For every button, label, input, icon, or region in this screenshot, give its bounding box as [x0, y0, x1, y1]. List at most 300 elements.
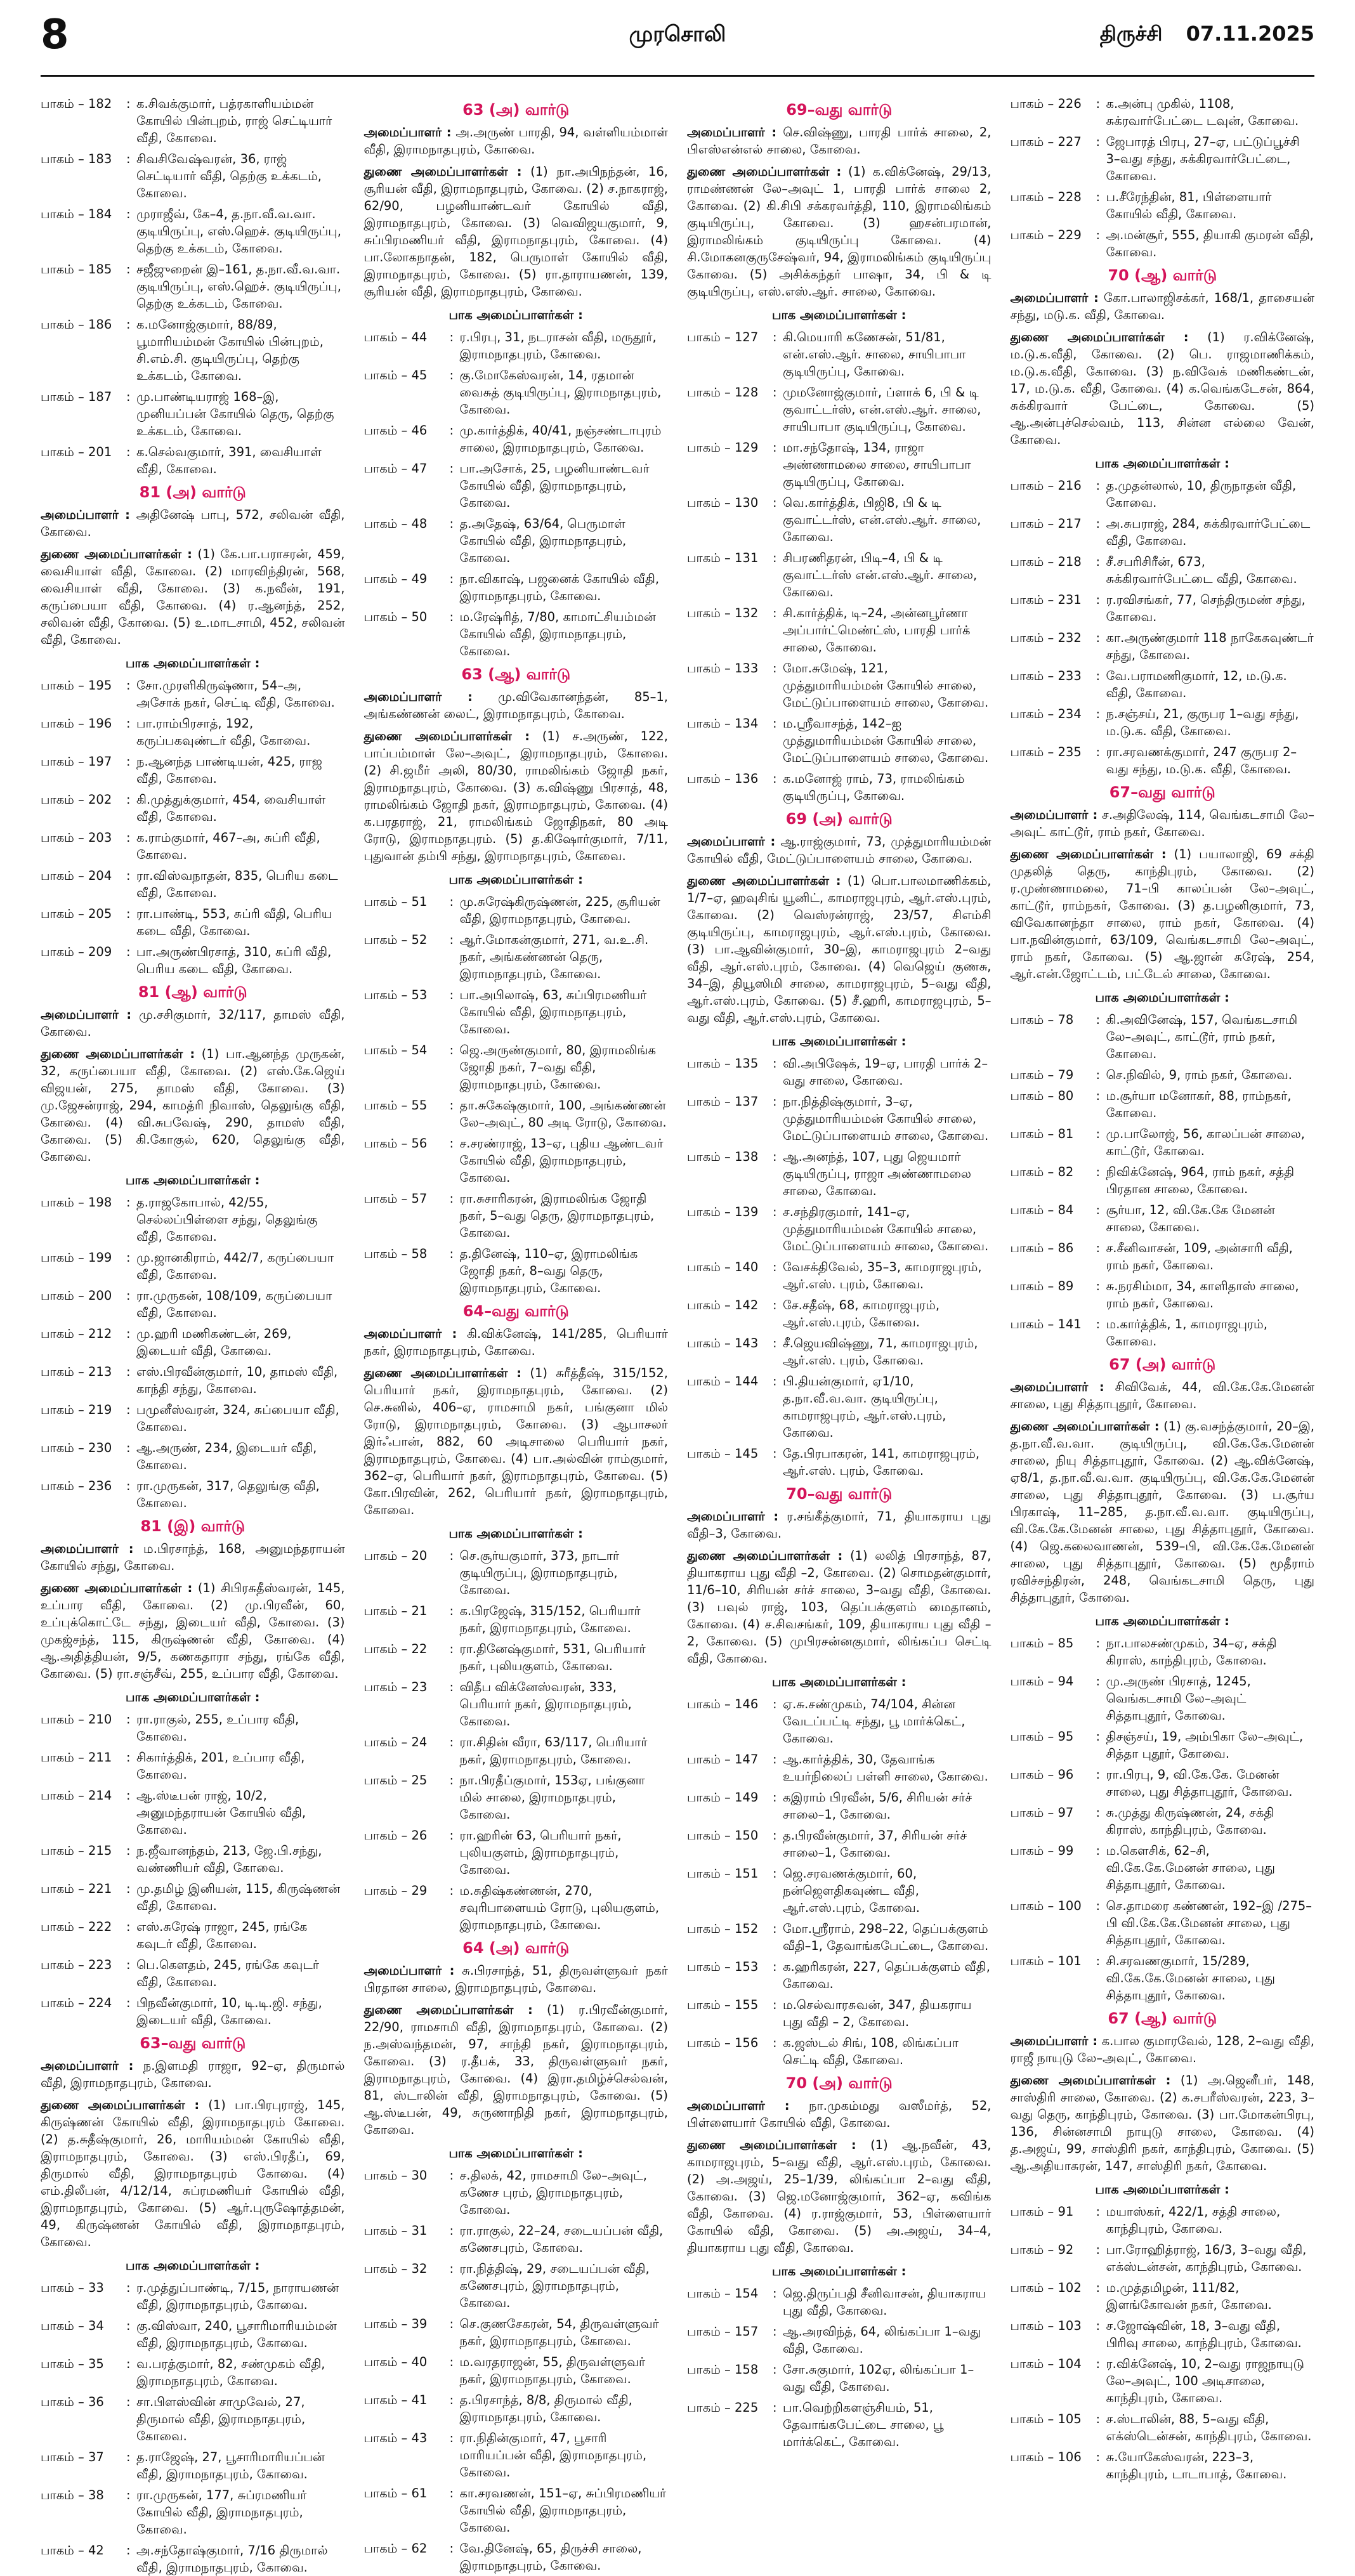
- booth-entry: [687, 1259, 992, 1293]
- booth-number: பாகம் – 53: [363, 988, 428, 1002]
- booth-organizers-heading: பாக அமைப்பாளர்கள் :: [1095, 2182, 1229, 2197]
- role-details: (1) க.விக்னேஷ், 29/13, ராமண்ணன் லே–அவுட் 1, பாரதி பார்க் சாலை 2, கோவை. (2) கி.சிபி சக்கரவர்த்தி, 110, இராமலிங்கம் குடியிருப்பு, கோவை. (3) ஹசன்பரமான், இராமலிங்கம் குடியிருப்பு கோவை. (4) சி.மோகனகுருசேஷ்வர், 94, இராமலிங்கம் குடியிருப்பு கோவை. (5) அசிக்கந்தர் பாஷா, 34, பி & டி குடியிருப்பு, எஸ்.எஸ்.ஆர். சாலை, கோவை.: [687, 164, 992, 299]
- booth-organizers-heading: பாக அமைப்பாளர்கள் :: [448, 2146, 583, 2161]
- booth-details: மோ.ஸ்ரீராம், 298–22, தெப்பக்குளம் வீதி–1, தேவாங்கபேட்டை, கோவை.: [783, 1921, 989, 1953]
- booth-details: ரா.சுசாரிகரன், இராமலிங்க ஜோதி நகர், 5–வது தெரு, இராமநாதபுரம், கோவை.: [459, 1191, 655, 1240]
- booth-entry: [1011, 1842, 1315, 1893]
- booth-entry: [364, 986, 669, 1038]
- booth-number: பாகம் – 140: [687, 1260, 759, 1274]
- separator: :: [126, 1750, 131, 1765]
- booth-number: பாகம் – 233: [1010, 669, 1082, 683]
- booth-entry: [1011, 515, 1315, 549]
- booth-number: பாகம் – 40: [363, 2355, 428, 2369]
- booth-details: ர.ரவிசங்கர், 77, செந்திருமண் சந்து, கோவை.: [1106, 592, 1306, 624]
- booth-number: பாகம் – 216: [1010, 478, 1082, 493]
- booth-number: பாகம் – 182: [41, 96, 112, 111]
- booth-number: பாகம் – 94: [1010, 1674, 1074, 1689]
- booth-number: பாகம் – 218: [1010, 554, 1082, 569]
- booth-number: பாகம் – 154: [687, 2286, 759, 2301]
- booth-details: ஆர்.மோகன்குமார், 271, வ.உ.சி. நகர், அங்கண்ணன் தெரு, இராமநாதபுரம், கோவை.: [459, 932, 649, 981]
- booth-details: கா.அருண்குமார் 118 நாகேசுவுண்டர் சந்து, கோவை.: [1106, 631, 1314, 662]
- separator: :: [449, 2486, 454, 2501]
- booth-number: பாகம் – 227: [1010, 134, 1082, 149]
- edition-info: [1083, 22, 1314, 48]
- booth-details: த.பிரவீன்குமார், 37, சிரியன் சர்ச் சாலை–1, கோவை.: [783, 1828, 967, 1860]
- booth-entry: [364, 2222, 669, 2256]
- booth-entry: [364, 515, 669, 566]
- booth-number: பாகம் – 197: [41, 754, 112, 769]
- booth-number: பாகம் – 84: [1010, 1203, 1074, 1217]
- deputy-organizers-entry: [687, 2136, 992, 2256]
- booth-organizers-heading: பாக அமைப்பாளர்கள் :: [1095, 990, 1229, 1005]
- booth-number: பாகம் – 46: [363, 423, 428, 438]
- booth-details: க.சிவக்குமார், பத்ரகாளியம்மன் கோயில் பின்புறம், ராஜ் செட்டியார் வீதி, கோவை.: [136, 96, 332, 145]
- organizer-entry: [41, 1006, 345, 1040]
- organizer-entry: [1011, 806, 1315, 840]
- separator: :: [449, 1246, 454, 1261]
- separator: :: [1096, 1805, 1101, 1820]
- booth-entry: [1011, 226, 1315, 261]
- ward-heading: 64 (அ) வார்டு: [462, 1939, 570, 1957]
- booth-number: பாகம் – 89: [1010, 1279, 1074, 1293]
- deputy-organizers-entry: [41, 1045, 345, 1165]
- separator: :: [1096, 707, 1101, 721]
- separator: :: [126, 2280, 131, 2295]
- booth-details: ம.முத்தமிழன், 111/82, இளங்கோவன் நகர், கோவை.: [1106, 2280, 1272, 2312]
- booth-number: பாகம் – 133: [687, 661, 759, 676]
- booth-organizers-heading: பாக அமைப்பாளர்கள் :: [126, 656, 260, 670]
- role-details: சு.பிரசாந்த், 51, திருவள்ளுவர் நகர் பிரதான சாலை, இராமநாதபுரம், கோவை.: [363, 1963, 668, 1995]
- role-label: அமைப்பாளர் :: [687, 125, 777, 140]
- separator: :: [773, 1752, 777, 1767]
- booth-organizers-heading: பாக அமைப்பாளர்கள் :: [772, 1675, 907, 1689]
- role-details: (1) சிபிரசுதீஸ்வரன், 145, உப்பார வீதி, கோவை. (2) மு.பிரவீன், 60, உப்புக்கொட்டே சந்து, இடையர் வீதி, கோவை. (3) முகஜ்சந்த், 115, கிருஷ்ணன் வீதி, கோவை. (4) ஆ.அதித்தியன், 9/5, கணகதாரா சந்து, ரங்கே வீதி, கோவை. (5) ரா.சஞ்சீவ், 255, உப்பார வீதி, கோவை.: [41, 1581, 345, 1681]
- booth-entry: [41, 1477, 345, 1512]
- booth-number: பாகம் – 199: [41, 1250, 112, 1265]
- booth-entry: [1011, 1673, 1315, 1724]
- role-details: (1) பா.ஆனந்த முருகன், 32, கருப்பையா வீதி, கோவை. (2) எஸ்.கே.ஜெய் விஜயன், 275, தாமஸ் வீதி, கோவை. (3) மு.ஜேசன்ராஜ், 294, காமத்ரி நிவாஸ், தெலுங்கு வீதி, கோவை. (4) வி.சுபவேஷ், 290, தாமஸ் வீதி, கோவை. (5) கி.கோகுல், 620, தெலுங்கு வீதி, கோவை.: [41, 1047, 345, 1164]
- role-label: அமைப்பாளர் :: [41, 1541, 134, 1556]
- booth-number: பாகம் – 211: [41, 1750, 112, 1765]
- booth-number: பாகம் – 54: [363, 1043, 428, 1057]
- booth-entry: [1011, 2317, 1315, 2351]
- separator: :: [449, 516, 454, 531]
- booth-entry: [1011, 1635, 1315, 1669]
- booth-details: முராஜீவ், கே–4, த.நா.வீ.வ.வா. குடியிருப்பு, எஸ்.ஹெச். குடியிருப்பு, தெற்கு உக்கடம், கோவை.: [136, 207, 341, 256]
- separator: :: [126, 1195, 131, 1210]
- booth-entry: [41, 2542, 345, 2576]
- role-details: (1) பயாலாஜி, 69 சக்தி முதலித் தெரு, காந்திபுரம், கோவை. (2) ர.முண்ணாமலை, 71–பி காலப்பன் லே–அவுட், காட்டூர், ராம்நகர், கோவை. (3) த.பழனிகுமார், 73, விவேகானந்தா சாலை, ராம் நகர், கோவை. (4) பா.நவின்குமார், 63/109, வெங்கடசாமி லே–அவுட், ராம் நகர், கோவை. (5) ஆ.ஜான் சுரேஷ், 254, ஆர்.என்.ஜோட்டம், பட்டேல் சாலை, கோவை.: [1010, 847, 1315, 981]
- booth-number: பாகம் – 41: [363, 2393, 428, 2407]
- role-details: அதினேஷ் பாபு, 572, சலிவன் வீதி, கோவை.: [41, 507, 345, 539]
- role-details: அ.அருண் பாரதி, 94, வள்ளியம்மாள் வீதி, இராமநாதபுரம், கோவை.: [363, 125, 668, 157]
- booth-number: பாகம் – 57: [363, 1191, 428, 1206]
- booth-number: பாகம் – 30: [363, 2168, 428, 2183]
- booth-organizers-heading: பாக அமைப்பாளர்கள் :: [448, 1526, 583, 1541]
- booth-number: பாகம் – 43: [363, 2431, 428, 2445]
- booth-entry: [687, 1297, 992, 1331]
- booth-number: பாகம் – 141: [1010, 1317, 1082, 1331]
- booth-number: பாகம் – 99: [1010, 1843, 1074, 1858]
- role-label: துணை அமைப்பாளர்கள் :: [1010, 2073, 1171, 2088]
- booth-details: சி.சரவணகுமார், 15/289, வி.கே.கே.மேனன் சாலை, புது சித்தாபுதூர், கோவை.: [1106, 1954, 1275, 2003]
- booth-organizers-heading: பாக அமைப்பாளர்கள் :: [1095, 1614, 1229, 1628]
- role-label: அமைப்பாளர் :: [687, 834, 776, 849]
- booth-details: மு.கார்த்திக், 40/41, நஞ்சண்டாபுரம் சாலை, இராமநாதபுரம், கோவை.: [459, 423, 662, 455]
- booth-entry: [687, 1203, 992, 1255]
- booth-details: சிவசிவேஷ்வரன், 36, ராஜ் செட்டியார் வீதி, தெற்கு உக்கடம், கோவை.: [136, 152, 322, 200]
- booth-organizers-heading: பாக அமைப்பாளர்கள் :: [772, 1034, 907, 1049]
- role-label: அமைப்பாளர் :: [1010, 1380, 1104, 1394]
- booth-details: ஜெ.சரவணக்குமார், 60, நன்ஜௌதிகவுண்ட வீதி, ஆர்.எஸ்.புரம், கோவை.: [783, 1866, 920, 1915]
- booth-entry: [1011, 2203, 1315, 2237]
- separator: :: [449, 1773, 454, 1788]
- booth-details: ம.கௌசிக், 62–சி, வி.கே.கே.மேனன் சாலை, புது சித்தாபுதூர், கோவை.: [1106, 1843, 1275, 1892]
- separator: :: [1096, 2412, 1101, 2426]
- booth-entry: [687, 2361, 992, 2395]
- booth-details: கா.சரவணன், 151–ஏ, சுப்பிரமணியர் கோயில் வீதி, இராமநாதபுரம், கோவை.: [459, 2486, 667, 2535]
- separator: :: [1096, 1012, 1101, 1027]
- booth-details: வ.பரத்குமார், 82, சண்முகம் வீதி, இராமநாதபுரம், கோவை.: [136, 2357, 325, 2388]
- booth-entry: [1011, 1201, 1315, 1236]
- role-label: துணை அமைப்பாளர்கள் :: [1010, 1419, 1160, 1434]
- booth-entry: [1011, 591, 1315, 625]
- booth-entry: [687, 1751, 992, 1785]
- booth-details: எஸ்.சுரேஷ் ராஜா, 245, ரங்கே கவுடர் வீதி, கோவை.: [136, 1919, 308, 1951]
- booth-number: பாகம் – 215: [41, 1843, 112, 1858]
- booth-number: பாகம் – 158: [687, 2362, 759, 2377]
- booth-entry: [41, 1194, 345, 1245]
- booth-number: பாகம் – 56: [363, 1136, 428, 1151]
- booth-details: ரா.ஹரின் 63, பெரியார் நகர், புலியகுளம், இராமநாதபுரம், கோவை.: [459, 1828, 622, 1877]
- booth-entry: [687, 1696, 992, 1747]
- separator: :: [773, 2286, 777, 2301]
- deputy-organizers-entry: [364, 2001, 669, 2138]
- booth-number: பாகம் – 235: [1010, 745, 1082, 759]
- booth-number: பாகம் – 26: [363, 1828, 428, 1843]
- role-label: துணை அமைப்பாளர்கள் :: [687, 873, 841, 888]
- booth-number: பாகம் – 36: [41, 2395, 104, 2409]
- booth-entry: [1011, 743, 1315, 778]
- booth-details: சஜீஜுறைன் இ–161, த.நா.வீ.வ.வா. குடியிருப்பு, எஸ்.ஹெச். குடியிருப்பு, தெற்கு உக்கடம், கோவை.: [136, 262, 341, 311]
- booth-entry: [41, 677, 345, 711]
- booth-details: ம.ஸ்ரீவாசந்த், 142–ஐ முத்துமாரியம்மன் கோயில் சாலை, மேட்டுப்பாளையம் சாலை, கோவை.: [783, 716, 989, 765]
- booth-entry: [41, 1994, 345, 2029]
- booth-entry: [41, 95, 345, 147]
- booth-details: திசஞ்சய், 19, அம்பிகா லே–அவுட், சித்தா புதூர், கோவை.: [1106, 1729, 1304, 1761]
- booth-number: பாகம் – 85: [1010, 1636, 1074, 1651]
- booth-details: சோ.முரளிகிருஷ்ணா, 54–அ, அசோக் நகர், செட்டி வீதி, கோவை.: [136, 678, 335, 710]
- role-label: அமைப்பாளர் :: [687, 1509, 779, 1524]
- booth-details: ஆ.அனந்த், 107, புது ஜெயமார் குடியிருப்பு, ராஜா அண்ணாமலை சாலை, கோவை.: [783, 1149, 971, 1198]
- booth-number: பாகம் – 44: [363, 330, 428, 344]
- booth-number: பாகம் – 186: [41, 317, 112, 332]
- separator: :: [126, 445, 131, 459]
- role-details: (1) ச.அருண், 122, பாப்பம்மாள் லே–அவுட், இராமநாதபுரம், கோவை. (2) சி.ஜமீர் அலி, 80/30, ராமலிங்கம் ஜோதி நகர், இராமநாதபுரம், கோவை. (3) க.விஷ்ணு பிரசாத், 48, ராமலிங்கம் ஜோதி நகர், இராமநாதபுரம், கோவை. (4) க.பரதராஜ், 21, ராமலிங்கம் ஜோதிநகர், 80 அடி ரோடு, இராமநாதபுரம். (5) த.கிஷோர்குமார், 7/11, புதுவான் தம்பி சந்து, இராமநாதபுரம், கோவை.: [363, 729, 668, 863]
- booth-details: நா.விகாஷ், பஜனைக் கோயில் வீதி, இராமநாதபுரம், கோவை.: [459, 572, 660, 603]
- separator: :: [1096, 1068, 1101, 1082]
- booth-entry: [364, 1640, 669, 1675]
- separator: :: [126, 754, 131, 769]
- booth-number: பாகம் – 101: [1010, 1954, 1082, 1968]
- booth-entry: [687, 1865, 992, 1916]
- booth-number: பாகம் – 50: [363, 610, 428, 624]
- deputy-organizers-entry: [364, 1364, 669, 1519]
- separator: :: [1096, 2450, 1101, 2464]
- booth-details: ரா.விஸ்வநாதன், 835, பெரிய கடை வீதி, கோவை.: [136, 868, 338, 900]
- separator: :: [1096, 478, 1101, 493]
- ward-heading: 69–வது வார்டு: [786, 101, 893, 119]
- booth-details: பெ.கௌதம், 245, ரங்கே கவுடர் வீதி, கோவை.: [136, 1958, 320, 1989]
- role-label: துணை அமைப்பாளர்கள் :: [1010, 330, 1189, 344]
- booth-number: பாகம் – 35: [41, 2357, 104, 2371]
- booth-organizers-heading: பாக அமைப்பாளர்கள் :: [126, 1690, 260, 1704]
- booth-entry: [41, 1918, 345, 1952]
- booth-details: க.ராம்குமார், 467–அ, சுப்ரி வீதி, கோவை.: [136, 830, 320, 862]
- separator: :: [1096, 1899, 1101, 1913]
- booth-number: பாகம் – 38: [41, 2488, 104, 2502]
- organizer-entry: [1011, 1378, 1315, 1413]
- booth-entry: [687, 605, 992, 656]
- separator: :: [1096, 2242, 1101, 2257]
- separator: :: [126, 207, 131, 221]
- booth-entry: [364, 1547, 669, 1599]
- booth-entry: [687, 1335, 992, 1369]
- booth-entry: [364, 1882, 669, 1933]
- role-label: அமைப்பாளர் :: [41, 1007, 132, 1022]
- booth-details: ச.ஜோஷ்வின், 18, 3–வது வீதி, பிரிவு சாலை, காந்திபுரம், கோவை.: [1106, 2318, 1302, 2350]
- booth-number: பாகம் – 62: [363, 2541, 428, 2556]
- booth-number: பாகம் – 223: [41, 1958, 112, 1972]
- booth-number: பாகம் – 150: [687, 1828, 759, 1843]
- booth-details: எஸ்.பிரவீன்குமார், 10, தாமஸ் வீதி, காந்தி சந்து, கோவை.: [136, 1364, 338, 1396]
- booth-details: ரா.முருகன், 177, சுப்ரமணியர் கோயில் வீதி, இராமநாதபுரம், கோவை.: [136, 2488, 307, 2537]
- separator: :: [1096, 669, 1101, 683]
- separator: :: [126, 830, 131, 845]
- booth-entry: [364, 422, 669, 456]
- ward-heading: 81 (அ) வார்டு: [139, 483, 246, 501]
- role-label: அமைப்பாளர் :: [363, 1963, 455, 1978]
- booth-details: க.அன்பு முகில், 1108, சுக்ரவார்பேட்டை டவுன், கோவை.: [1106, 96, 1299, 128]
- page-header: [0, 0, 1355, 101]
- booth-number: பாகம் – 146: [687, 1697, 759, 1711]
- booth-details: த.ராஜகோபால், 42/55, செல்லப்பிள்ளை சந்து, தெலுங்கு வீதி, கோவை.: [136, 1195, 318, 1244]
- booth-entry: [364, 2167, 669, 2218]
- booth-entry: [364, 1772, 669, 1823]
- booth-details: க.ஹரிகரன், 227, தெப்பக்குளம் வீதி, கோவை.: [783, 1959, 990, 1991]
- booth-number: பாகம் – 79: [1010, 1068, 1074, 1082]
- booth-entry: [1011, 2410, 1315, 2445]
- booth-details: வே.பராமணிகுமார், 12, ம.டு.க. வீதி, கோவை.: [1106, 669, 1287, 700]
- booth-number: பாகம் – 81: [1010, 1127, 1074, 1141]
- booth-entry: [1011, 553, 1315, 587]
- booth-entry: [687, 384, 992, 435]
- booth-details: க.மனோஜ்குமார், 88/89, பூமாரியம்மன் கோயில் பின்புறம், சி.எம்.சி. குடியிருப்பு, தெற்கு உக்கடம், கோவை.: [136, 317, 324, 383]
- column-2: [363, 95, 669, 2573]
- booth-details: ஜெ.அருண்குமார், 80, இராமலிங்க ஜோதி நகர், 7–வது வீதி, இராமநாதபுரம், கோவை.: [459, 1043, 656, 1092]
- role-details: கோ.பாலாஜிசக்கர், 168/1, தாசையன் சந்து, மடு.க. வீதி, கோவை.: [1010, 291, 1314, 322]
- separator: :: [1096, 2357, 1101, 2371]
- organizer-entry: [41, 2057, 345, 2091]
- organizer-entry: [687, 833, 992, 867]
- booth-details: ரா.முருகன், 317, தெலுங்கு வீதி, கோவை.: [136, 1479, 320, 1510]
- separator: :: [773, 1446, 777, 1461]
- booth-number: பாகம் – 151: [687, 1866, 759, 1881]
- booth-entry: [1011, 1278, 1315, 1312]
- organizer-entry: [364, 1325, 669, 1359]
- booth-entry: [1011, 667, 1315, 702]
- role-details: ஆ.ராஜ்குமார், 73, முத்துமாரியம்மன் கோயில் வீதி, மேட்டுப்பாளையம் சாலை, கோவை.: [687, 834, 992, 866]
- ward-heading: 64–வது வார்டு: [462, 1302, 569, 1320]
- booth-number: பாகம் – 205: [41, 906, 112, 921]
- booth-details: தே.பிரபாகரன், 141, காமராஜபுரம், ஆர்.எஸ். புரம், கோவை.: [783, 1446, 980, 1478]
- separator: :: [449, 932, 454, 947]
- booth-details: பா.ரோஹித்ராஜ், 16/3, 3–வது வீதி, எக்ஸ்டன்சன், காந்திபுரம், கோவை.: [1106, 2242, 1307, 2274]
- booth-details: அ.சந்தோஷ்குமார், 7/16 திருமால் வீதி, இராமநாதபுரம், கோவை.: [136, 2543, 328, 2575]
- separator: :: [449, 1735, 454, 1749]
- booth-details: சிபரணிதரன், பிடி–4, பி & டி குவாட்டர்ஸ் என்.எஸ்.ஆர். சாலை, கோவை.: [783, 551, 978, 599]
- article-columns: [41, 95, 1315, 2575]
- booth-number: பாகம் – 222: [41, 1919, 112, 1934]
- booth-details: அ.சுபராஜ், 284, சுக்கிரவார்பேட்டை வீதி, கோவை.: [1106, 516, 1311, 548]
- booth-details: அ.மன்சூர், 555, தியாகி குமரன் வீதி, கோவை.: [1106, 228, 1314, 259]
- separator: :: [1096, 1317, 1101, 1331]
- booth-details: வி.அபிஷேக், 19–ஏ, பாரதி பார்க் 2–வது சாலை, கோவை.: [783, 1056, 988, 1088]
- booth-entry: [364, 2391, 669, 2426]
- deputy-organizers-entry: [687, 163, 992, 300]
- separator: :: [773, 330, 777, 344]
- booth-details: ம.செல்வாரசுவன், 347, தியகராய புது வீதி – 2, கோவை.: [783, 1997, 972, 2029]
- booth-entry: [364, 1245, 669, 1297]
- column-1: [41, 95, 345, 2575]
- separator: :: [126, 716, 131, 731]
- booth-entry: [41, 2317, 345, 2351]
- booth-details: ம.கார்த்திக், 1, காமராஜபுரம், கோவை.: [1106, 1317, 1267, 1349]
- organizer-entry: [364, 124, 669, 158]
- booth-number: பாகம் – 144: [687, 1374, 759, 1389]
- booth-details: ரா.நிதின்குமார், 47, பூசாரி மாரியப்பன் வீதி, இராமநாதபுரம், கோவை.: [459, 2431, 647, 2480]
- booth-details: ஆ.அரவிந்த், 64, லிங்கப்பா 1–வது வீதி, கோவை.: [783, 2324, 981, 2356]
- separator: :: [126, 96, 131, 111]
- booth-number: பாகம் – 37: [41, 2450, 104, 2464]
- separator: :: [1096, 134, 1101, 149]
- booth-number: பாகம் – 139: [687, 1205, 759, 1219]
- role-label: துணை அமைப்பாளர்கள் :: [687, 2138, 856, 2152]
- booth-number: பாகம் – 86: [1010, 1241, 1074, 1255]
- separator: :: [773, 495, 777, 510]
- booth-entry: [687, 770, 992, 804]
- booth-entry: [364, 570, 669, 605]
- booth-entry: [41, 1401, 345, 1435]
- booth-details: ம.சுதிஷ்கண்ணன், 270, சவுரிபாளையம் ரோடு, புலியகுளம், இராமநாதபுரம், கோவை.: [459, 1883, 660, 1932]
- booth-details: ஜேபாரத் பிரபு, 27–ஏ, பட்டுப்பூச்சி 3–வது சந்து, சுக்கிரவார்பேட்டை, கோவை.: [1106, 134, 1300, 183]
- booth-organizers-heading: பாக அமைப்பாளர்கள் :: [448, 308, 583, 322]
- booth-details: சூர்யா, 12, வி.கே.கே மேனன் சாலை, கோவை.: [1106, 1203, 1275, 1234]
- separator: :: [773, 716, 777, 731]
- column-3: [687, 95, 992, 2449]
- booth-details: சி.கார்த்திக், டி–24, அன்னபூர்ணா அப்பார்ட்மெண்ட்ஸ், பாரதி பார்க் சாலை, கோவை.: [783, 606, 971, 655]
- booth-entry: [687, 1996, 992, 2030]
- booth-number: பாகம் – 152: [687, 1921, 759, 1936]
- deputy-organizers-entry: [1011, 329, 1315, 448]
- booth-entry: [364, 1042, 669, 1093]
- separator: :: [1096, 228, 1101, 242]
- separator: :: [773, 1866, 777, 1881]
- separator: :: [126, 2318, 131, 2333]
- booth-number: பாகம் – 198: [41, 1195, 112, 1210]
- booth-number: பாகம் – 104: [1010, 2357, 1082, 2371]
- booth-entry: [364, 608, 669, 660]
- booth-details: ப.சீரேந்தின், 81, பிள்ளையார் கோயில் வீதி, கோவை.: [1106, 190, 1272, 221]
- booth-entry: [41, 1787, 345, 1838]
- booth-details: பா.அபிலாஷ், 63, சுப்பிரமணியர் கோயில் வீதி, இராமநாதபுரம், கோவை.: [459, 988, 647, 1036]
- booth-details: சு.முத்து கிருஷ்ணன், 24, சக்தி கிராஸ், காந்திபுரம், கோவை.: [1106, 1805, 1274, 1837]
- booth-details: செ.தாமரை கண்ணன், 192–இ /275–பி வி.கே.கே.மேனன் சாலை, புது சித்தாபுதூர், கோவை.: [1106, 1899, 1312, 1947]
- booth-details: செ.குணசேகரன், 54, திருவள்ளுவர் நகர், இராமநாதபுரம், கோவை.: [459, 2317, 659, 2348]
- separator: :: [126, 2395, 131, 2409]
- booth-details: க.பிரஜேஷ், 315/152, பெரியார் நகர், இராமநாதபுரம், கோவை.: [459, 1604, 641, 1635]
- booth-organizers-heading: பாக அமைப்பாளர்கள் :: [772, 308, 907, 322]
- separator: :: [773, 661, 777, 676]
- booth-number: பாகம் – 236: [41, 1479, 112, 1493]
- booth-number: பாகம் – 224: [41, 1996, 112, 2010]
- booth-details: த.பிரசாந்த், 8/8, திருமால் வீதி, இராமநாதபுரம், கோவை.: [459, 2393, 632, 2424]
- booth-number: பாகம் – 138: [687, 1149, 759, 1164]
- separator: :: [773, 606, 777, 620]
- booth-entry: [41, 829, 345, 863]
- separator: :: [126, 262, 131, 277]
- booth-entry: [1011, 1066, 1315, 1083]
- separator: :: [126, 906, 131, 921]
- ward-heading: 63 (அ) வார்டு: [462, 101, 570, 119]
- booth-number: பாகம் – 80: [1010, 1089, 1074, 1103]
- booth-number: பாகம் – 97: [1010, 1805, 1074, 1820]
- separator: :: [449, 1043, 454, 1057]
- booth-details: நிவிக்னேஷ், 964, ராம் நகர், சத்தி பிரதான சாலை, கோவை.: [1106, 1165, 1295, 1196]
- booth-entry: [41, 1842, 345, 1876]
- deputy-organizers-entry: [364, 728, 669, 865]
- booth-number: பாகம் – 200: [41, 1288, 112, 1303]
- booth-details: வெ.கார்த்திக், பிஜி8, பி & டி குவாட்டர்ஸ், என்.எஸ்.ஆர். சாலை, கோவை.: [783, 495, 981, 544]
- separator: :: [1096, 1203, 1101, 1217]
- booth-number: பாகம் – 51: [363, 894, 428, 909]
- separator: :: [126, 2543, 131, 2558]
- separator: :: [773, 1697, 777, 1711]
- booth-number: பாகம் – 32: [363, 2261, 428, 2276]
- column-4: [1010, 95, 1315, 2481]
- separator: :: [126, 1843, 131, 1858]
- booth-number: பாகம் – 201: [41, 445, 112, 459]
- separator: :: [1096, 592, 1101, 607]
- separator: :: [126, 1441, 131, 1455]
- booth-entry: [41, 905, 345, 939]
- booth-details: சீ.ஜெயவிஷ்ணு, 71, காமராஜபுரம், ஆர்.எஸ். புரம், கோவை.: [783, 1336, 978, 1368]
- organizer-entry: [1011, 289, 1315, 324]
- booth-details: கஇராம் பிரவீன், 5/6, சிரியன் சர்ச் சாலை–1, கோவை.: [783, 1790, 972, 1822]
- booth-entry: [1011, 2279, 1315, 2313]
- role-label: துணை அமைப்பாளர்கள் :: [687, 164, 842, 179]
- separator: :: [449, 1883, 454, 1898]
- booth-details: ரா.ராகுல், 22–24, சடையப்பன் வீதி, கணேசபுரம், கோவை.: [459, 2223, 664, 2255]
- page-number: 8: [41, 11, 69, 58]
- booth-details: நா.நித்திஷ்குமார், 3–ஏ, முத்துமாரியம்மன் கோயில் சாலை, மேட்டுப்பாளையம் சாலை, கோவை.: [783, 1094, 989, 1143]
- separator: :: [449, 1680, 454, 1694]
- booth-number: பாகம் – 25: [363, 1773, 428, 1788]
- edition-date: 07.11.2025: [1186, 22, 1314, 46]
- booth-details: ரா.நித்திஷ், 29, சடையப்பன் வீதி, கணேசபுரம், இராமநாதபுரம், கோவை.: [459, 2261, 650, 2310]
- booth-entry: [364, 1190, 669, 1241]
- booth-entry: [41, 206, 345, 257]
